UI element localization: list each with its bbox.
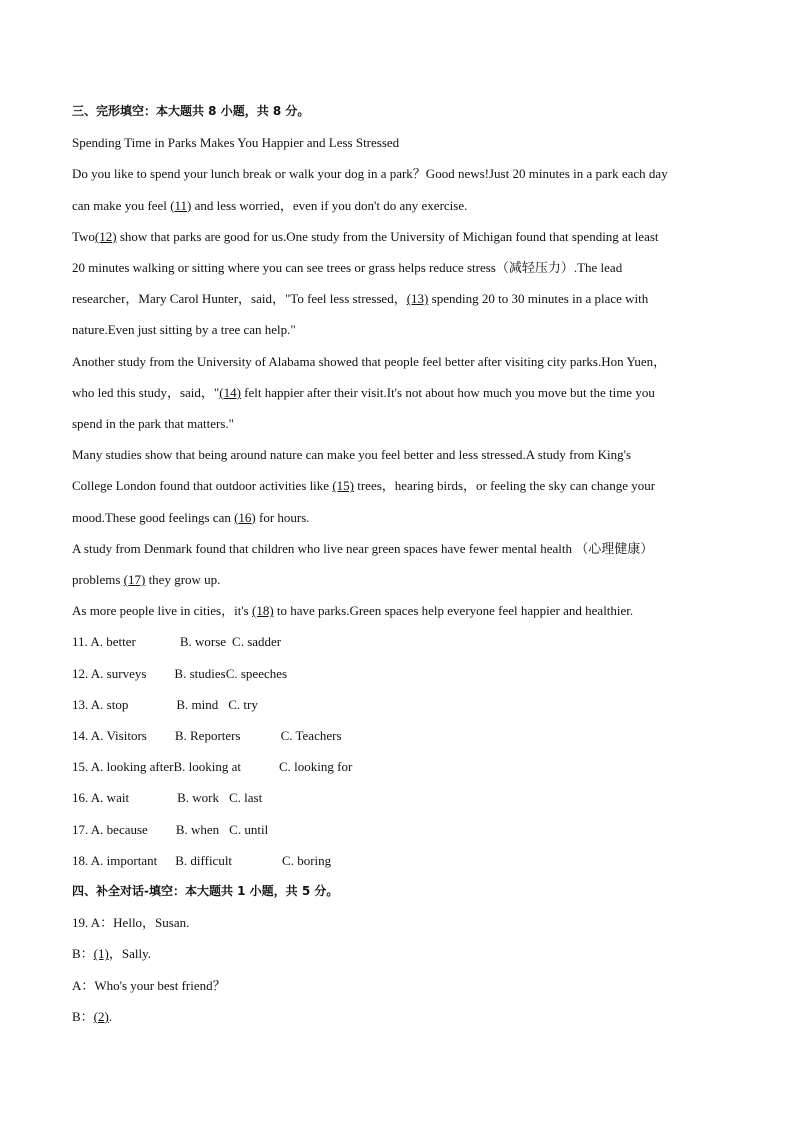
passage-line: who led this study，said，"(14) felt happier after their visit.It's not about how much you move but the time you (72, 384, 655, 400)
option-row: 11. A. better B. worse C. sadder (72, 634, 282, 650)
section-4-heading: 四、补全对话-填空：本大题共 1 小题，共 5 分。 (72, 884, 339, 899)
blank-2[interactable]: (2) (93, 1008, 109, 1024)
passage-line: spend in the park that matters." (72, 416, 234, 432)
passage-line: 20 minutes walking or sitting where you can see trees or grass helps reduce stress（减轻压力）.The lead (72, 260, 623, 276)
blank-18[interactable]: (18) (251, 603, 274, 619)
blank-17[interactable]: (17) (123, 572, 146, 588)
passage-title: Spending Time in Parks Makes You Happier and Less Stressed (72, 135, 400, 151)
option-row: 12. A. surveys B. studiesC. speeches (72, 665, 288, 681)
passage-line: problems (17) they grow up. (72, 572, 221, 588)
document-page (72, 96, 732, 1032)
passage-line: As more people live in cities，it's (18) to have parks.Green spaces help everyone feel happier and healthier. (72, 603, 634, 619)
option-row: 17. A. because B. when C. until (72, 821, 269, 837)
dialogue-line: B：(2). (72, 1008, 113, 1024)
blank-16[interactable]: (16) (234, 509, 256, 525)
dialogue-line: A：Who's your best friend？ (72, 977, 226, 993)
option-row: 16. A. wait B. work C. last (72, 790, 263, 806)
blank-1[interactable]: (1) (93, 946, 109, 962)
dialogue-line: B：(1)，Sally. (72, 946, 151, 962)
passage-line: Many studies show that being around nature can make you feel better and less stressed.A study from King's (72, 447, 632, 463)
passage-line: mood.These good feelings can (16) for hours. (72, 509, 310, 525)
option-row: 15. A. looking afterB. looking at C. looking for (72, 759, 353, 775)
passage-line: researcher，Mary Carol Hunter，said，"To feel less stressed，(13) spending 20 to 30 minutes in a place with (72, 291, 649, 307)
blank-11[interactable]: (11) (170, 197, 192, 213)
blank-15[interactable]: (15) (332, 478, 354, 494)
option-row: 13. A. stop B. mind C. try (72, 696, 258, 712)
passage-line: Another study from the University of Alabama showed that people feel better after visiting city parks.Hon Yuen， (72, 353, 667, 369)
section-3-heading: 三、完形填空：本大题共 8 小题，共 8 分。 (72, 104, 310, 118)
passage-line: nature.Even just sitting by a tree can help." (72, 322, 296, 338)
passage-line: Do you like to spend your lunch break or walk your dog in a park？Good news!Just 20 minutes in a park each day (72, 166, 668, 182)
passage-line: Two(12) show that parks are good for us.One study from the University of Michigan found that spending at least (72, 228, 659, 244)
passage-line: A study from Denmark found that children who live near green spaces have fewer mental health （心理健康） (72, 540, 654, 556)
blank-13[interactable]: (13) (406, 291, 429, 307)
passage-line: College London found that outdoor activities like (15) trees，hearing birds，or feeling the sky can change your (72, 478, 656, 494)
passage-line: can make you feel (11) and less worried，even if you don't do any exercise. (72, 197, 468, 213)
blank-12[interactable]: (12) (94, 228, 117, 244)
dialogue-line: 19. A：Hello，Susan. (72, 915, 190, 931)
option-row: 18. A. important B. difficult C. boring (72, 852, 332, 868)
option-row: 14. A. Visitors B. Reporters C. Teachers (72, 728, 342, 744)
blank-14[interactable]: (14) (219, 384, 241, 400)
